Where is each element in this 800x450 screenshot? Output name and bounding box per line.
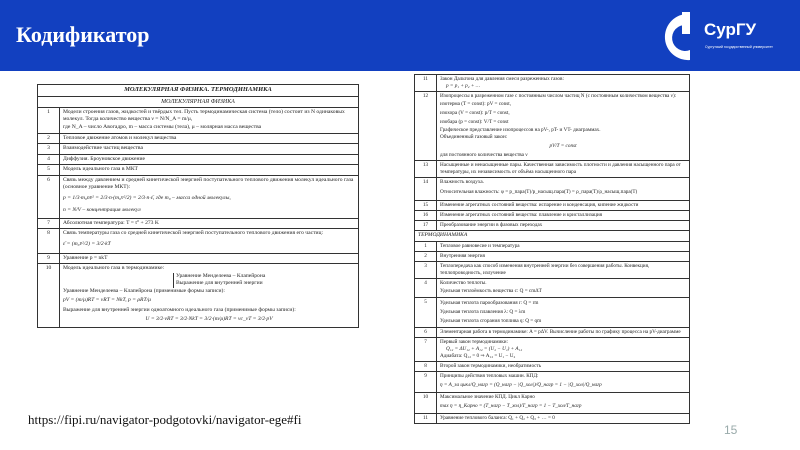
table-row [415, 211, 690, 221]
row-text: Тепловое движение атомов и молекул вещества [60, 133, 359, 144]
subsection-heading: МОЛЕКУЛЯРНАЯ ФИЗИКА [38, 96, 359, 107]
row-text: Внутренняя энергия [437, 251, 690, 261]
table-row [415, 393, 690, 414]
row-formula: n = N/V – концентрация молекул [63, 207, 141, 214]
brace-group [173, 273, 355, 288]
table-row [415, 414, 690, 424]
row-content [437, 393, 690, 414]
row-text: Выражение для внутренней энергии одноатомного идеального газа (применимые формы записи): [63, 306, 296, 313]
table-row [38, 107, 359, 133]
row-text: Уравнение p = nkT [60, 253, 359, 264]
row-number: 3 [38, 144, 60, 155]
row-text: Уравнение теплового баланса: Q₁ + Q₂ + Q₃ + … = 0 [437, 414, 690, 424]
logo-subtitle: Сургутский государственный университет [705, 45, 773, 49]
row-content [437, 92, 690, 161]
brace-item: Выражение для внутренней энергии [176, 280, 263, 287]
row-formula: изотерма (T = const): pV = const, [440, 101, 512, 108]
table-row [415, 337, 690, 361]
row-formula: где N_A – число Авогадро, m – масса системы (тела), μ – молярная масса вещества [63, 123, 262, 130]
table-row [38, 154, 359, 165]
table-row [415, 251, 690, 261]
table-row [38, 253, 359, 264]
row-number: 14 [415, 178, 437, 201]
row-number: 5 [38, 165, 60, 176]
table-row [415, 372, 690, 393]
row-number: 2 [415, 251, 437, 261]
section-heading: МОЛЕКУЛЯРНАЯ ФИЗИКА. ТЕРМОДИНАМИКА [38, 85, 359, 97]
row-formula: Удельная теплота плавления λ: Q = λm [440, 308, 526, 315]
row-number: 16 [415, 211, 437, 221]
table-row [415, 75, 690, 92]
row-number: 17 [415, 221, 437, 231]
logo-c-icon [660, 10, 702, 65]
row-text: Связь между давлением и средней кинетической энергией поступательного теплового движения молекул идеального газа (основное уравнение МКТ): [63, 176, 354, 191]
row-text: Насыщенные и ненасыщенные пары. Качественная зависимость плотности и давления насыщенного пара от температуры, их независимость от объёма насыщенного пара [437, 161, 690, 178]
row-text: Элементарная работа в термодинамике: A = pΔV. Вычисление работы по графику процесса на pV-диаграмме [437, 327, 690, 337]
row-number: 6 [415, 327, 437, 337]
row-number: 11 [415, 414, 437, 424]
row-text: Влажность воздуха. [440, 179, 484, 186]
surgu-logo [660, 10, 790, 65]
table-row [38, 264, 359, 328]
row-formula: изохора (V = const): p/T = const, [440, 110, 510, 117]
table-row [415, 362, 690, 372]
row-text: Модель идеального газа в МКТ [60, 165, 359, 176]
brace-item: Уравнение Менделеева – Клапейрона [176, 272, 266, 279]
row-text: Изопроцессы в разреженном газе с постоянным числом частиц N (с постоянным количеством вещества ν): [440, 93, 677, 100]
row-content [60, 264, 359, 328]
row-number: 1 [38, 107, 60, 133]
table-row [415, 161, 690, 178]
row-formula: Относительная влажность: φ = p_пара(T)/p_насыщ.пара(T) = ρ_пара(T)/ρ_насыщ.пара(T) [440, 189, 638, 196]
codifier-table-left [37, 84, 359, 328]
row-formula: изобара (p = const): V/T = const [440, 119, 509, 126]
row-formula: U = 3/2·νRT = 3/2·NkT = 3/2·(m/μ)RT = νc_vT = 3/2·pV [145, 316, 273, 323]
table-row [415, 297, 690, 327]
codifier-table-right [414, 74, 690, 424]
row-text: Изменение агрегатных состояний вещества: плавление и кристаллизация [437, 211, 690, 221]
row-number: 6 [38, 175, 60, 218]
row-text: Уравнение Менделеева – Клапейрона (применимые формы записи): [63, 287, 225, 294]
row-text: Второй закон термодинамики, необратимость [437, 362, 690, 372]
row-number: 10 [415, 393, 437, 414]
table-row [415, 241, 690, 251]
row-formula: ε̄ = (m₀v̄²/2) = 3/2·kT [63, 240, 111, 247]
row-content [437, 75, 690, 92]
slide-title: Кодификатор [16, 22, 150, 47]
row-text: Абсолютная температура: T = t° + 273 K [60, 218, 359, 229]
table-row [415, 278, 690, 297]
row-number: 7 [415, 337, 437, 361]
table-row [38, 133, 359, 144]
table-row [415, 92, 690, 161]
row-number: 10 [38, 264, 60, 328]
row-content [437, 337, 690, 361]
row-content [437, 297, 690, 327]
table-row [415, 201, 690, 211]
row-number: 9 [38, 253, 60, 264]
row-formula: pV = (m/μ)RT = νRT = NkT, p = ρRT/μ [63, 297, 151, 304]
row-text: Тепловое равновесие и температура [437, 241, 690, 251]
row-text: Количество теплоты. [440, 279, 487, 286]
row-number: 2 [38, 133, 60, 144]
table-row [415, 221, 690, 231]
page-number: 15 [724, 423, 738, 437]
row-formula: η = A_за цикл/Q_нагр = (Q_нагр − |Q_хол|)/Q_нагр = 1 − |Q_хол|/Q_нагр [440, 382, 602, 389]
row-text: Связь температуры газа со средней кинетической энергией поступательного теплового движения его частиц: [63, 230, 324, 237]
row-number: 5 [415, 297, 437, 327]
row-formula: Удельная теплота сгорания топлива q: Q = qm [440, 317, 542, 324]
row-text: Изменение агрегатных состояний вещества: испарение и конденсация, кипение жидкости [437, 201, 690, 211]
row-number: 4 [38, 154, 60, 165]
row-number: 9 [415, 372, 437, 393]
slide-header [0, 0, 800, 71]
row-formula: max η = η_Карно = (T_нагр − T_хол)/T_нагр = 1 − T_хол/T_нагр [440, 403, 582, 410]
row-text: Принципы действия тепловых машин. КПД: [440, 373, 539, 380]
row-text: Модели строения газов, жидкостей и твёрдых тел. Пусть термодинамическая система (тело) состоит из N одинаковых молекул. Тогда количество вещества ν = N/N_A = m/μ, [63, 108, 345, 123]
row-number: 15 [415, 201, 437, 211]
row-content [60, 175, 359, 218]
row-number: 1 [415, 241, 437, 251]
section-heading: ТЕРМОДИНАМИКА [415, 231, 690, 242]
row-text: Взаимодействие частиц вещества [60, 144, 359, 155]
row-text: Первый закон термодинамики: [440, 338, 509, 345]
table-row [38, 229, 359, 253]
row-content [60, 107, 359, 133]
row-text: для постоянного количества вещества ν [440, 152, 528, 159]
row-text: Объединенный газовый закон: [440, 134, 508, 141]
row-number: 11 [415, 75, 437, 92]
row-content [437, 372, 690, 393]
row-formula: Удельная теплоёмкость вещества c: Q = cmΔT [440, 287, 542, 294]
row-text: Максимальное значение КПД. Цикл Карно [440, 394, 535, 401]
row-formula: Адиабата: Q₁₂ = 0 ⇒ A₁₂ = U₁ − U₂ [440, 353, 516, 359]
source-link[interactable]: https://fipi.ru/navigator-podgotovki/navigator-ege#fi [28, 412, 302, 427]
row-number: 8 [38, 229, 60, 253]
row-content [437, 178, 690, 201]
row-text: Закон Дальтона для давления смеси разреженных газов: [440, 76, 564, 82]
table-row [38, 144, 359, 155]
row-formula: pV/T = const [549, 143, 577, 150]
row-number: 4 [415, 278, 437, 297]
row-text: Диффузия. Броуновское движение [60, 154, 359, 165]
table-row [415, 178, 690, 201]
logo-name: СурГУ [704, 20, 757, 39]
row-number: 13 [415, 161, 437, 178]
row-number: 8 [415, 362, 437, 372]
table-row [38, 218, 359, 229]
row-text: Преобразование энергии в фазовых переходах [437, 221, 690, 231]
row-text: Удельная теплота парообразования r: Q = rm [440, 299, 539, 306]
row-number: 12 [415, 92, 437, 161]
row-formula: p = 1/3·m₀nv̄² = 2/3·n·(m₀v̄²/2) = 2/3·n·ε̄, где m₀ – масса одной молекулы, [63, 194, 231, 201]
table-row [38, 165, 359, 176]
row-text: Графическое представление изопроцессов на pV-, pT- и VT- диаграммах. [440, 127, 601, 134]
row-text: Теплопередача как способ изменения внутренней энергии без совершения работы. Конвекция, теплопроводность, излучение [437, 261, 690, 278]
row-content [60, 229, 359, 253]
row-number: 3 [415, 261, 437, 278]
row-number: 7 [38, 218, 60, 229]
row-content [437, 278, 690, 297]
row-formula: Q₁₂ = ΔU₁₂ + A₁₂ = (U₂ − U₁) + A₁₂ [446, 345, 523, 352]
table-row [415, 327, 690, 337]
table-row [415, 261, 690, 278]
row-text: Модель идеального газа в термодинамике: [63, 265, 165, 272]
row-formula: p = p₁ + p₂ + … [446, 83, 481, 90]
table-row [38, 175, 359, 218]
